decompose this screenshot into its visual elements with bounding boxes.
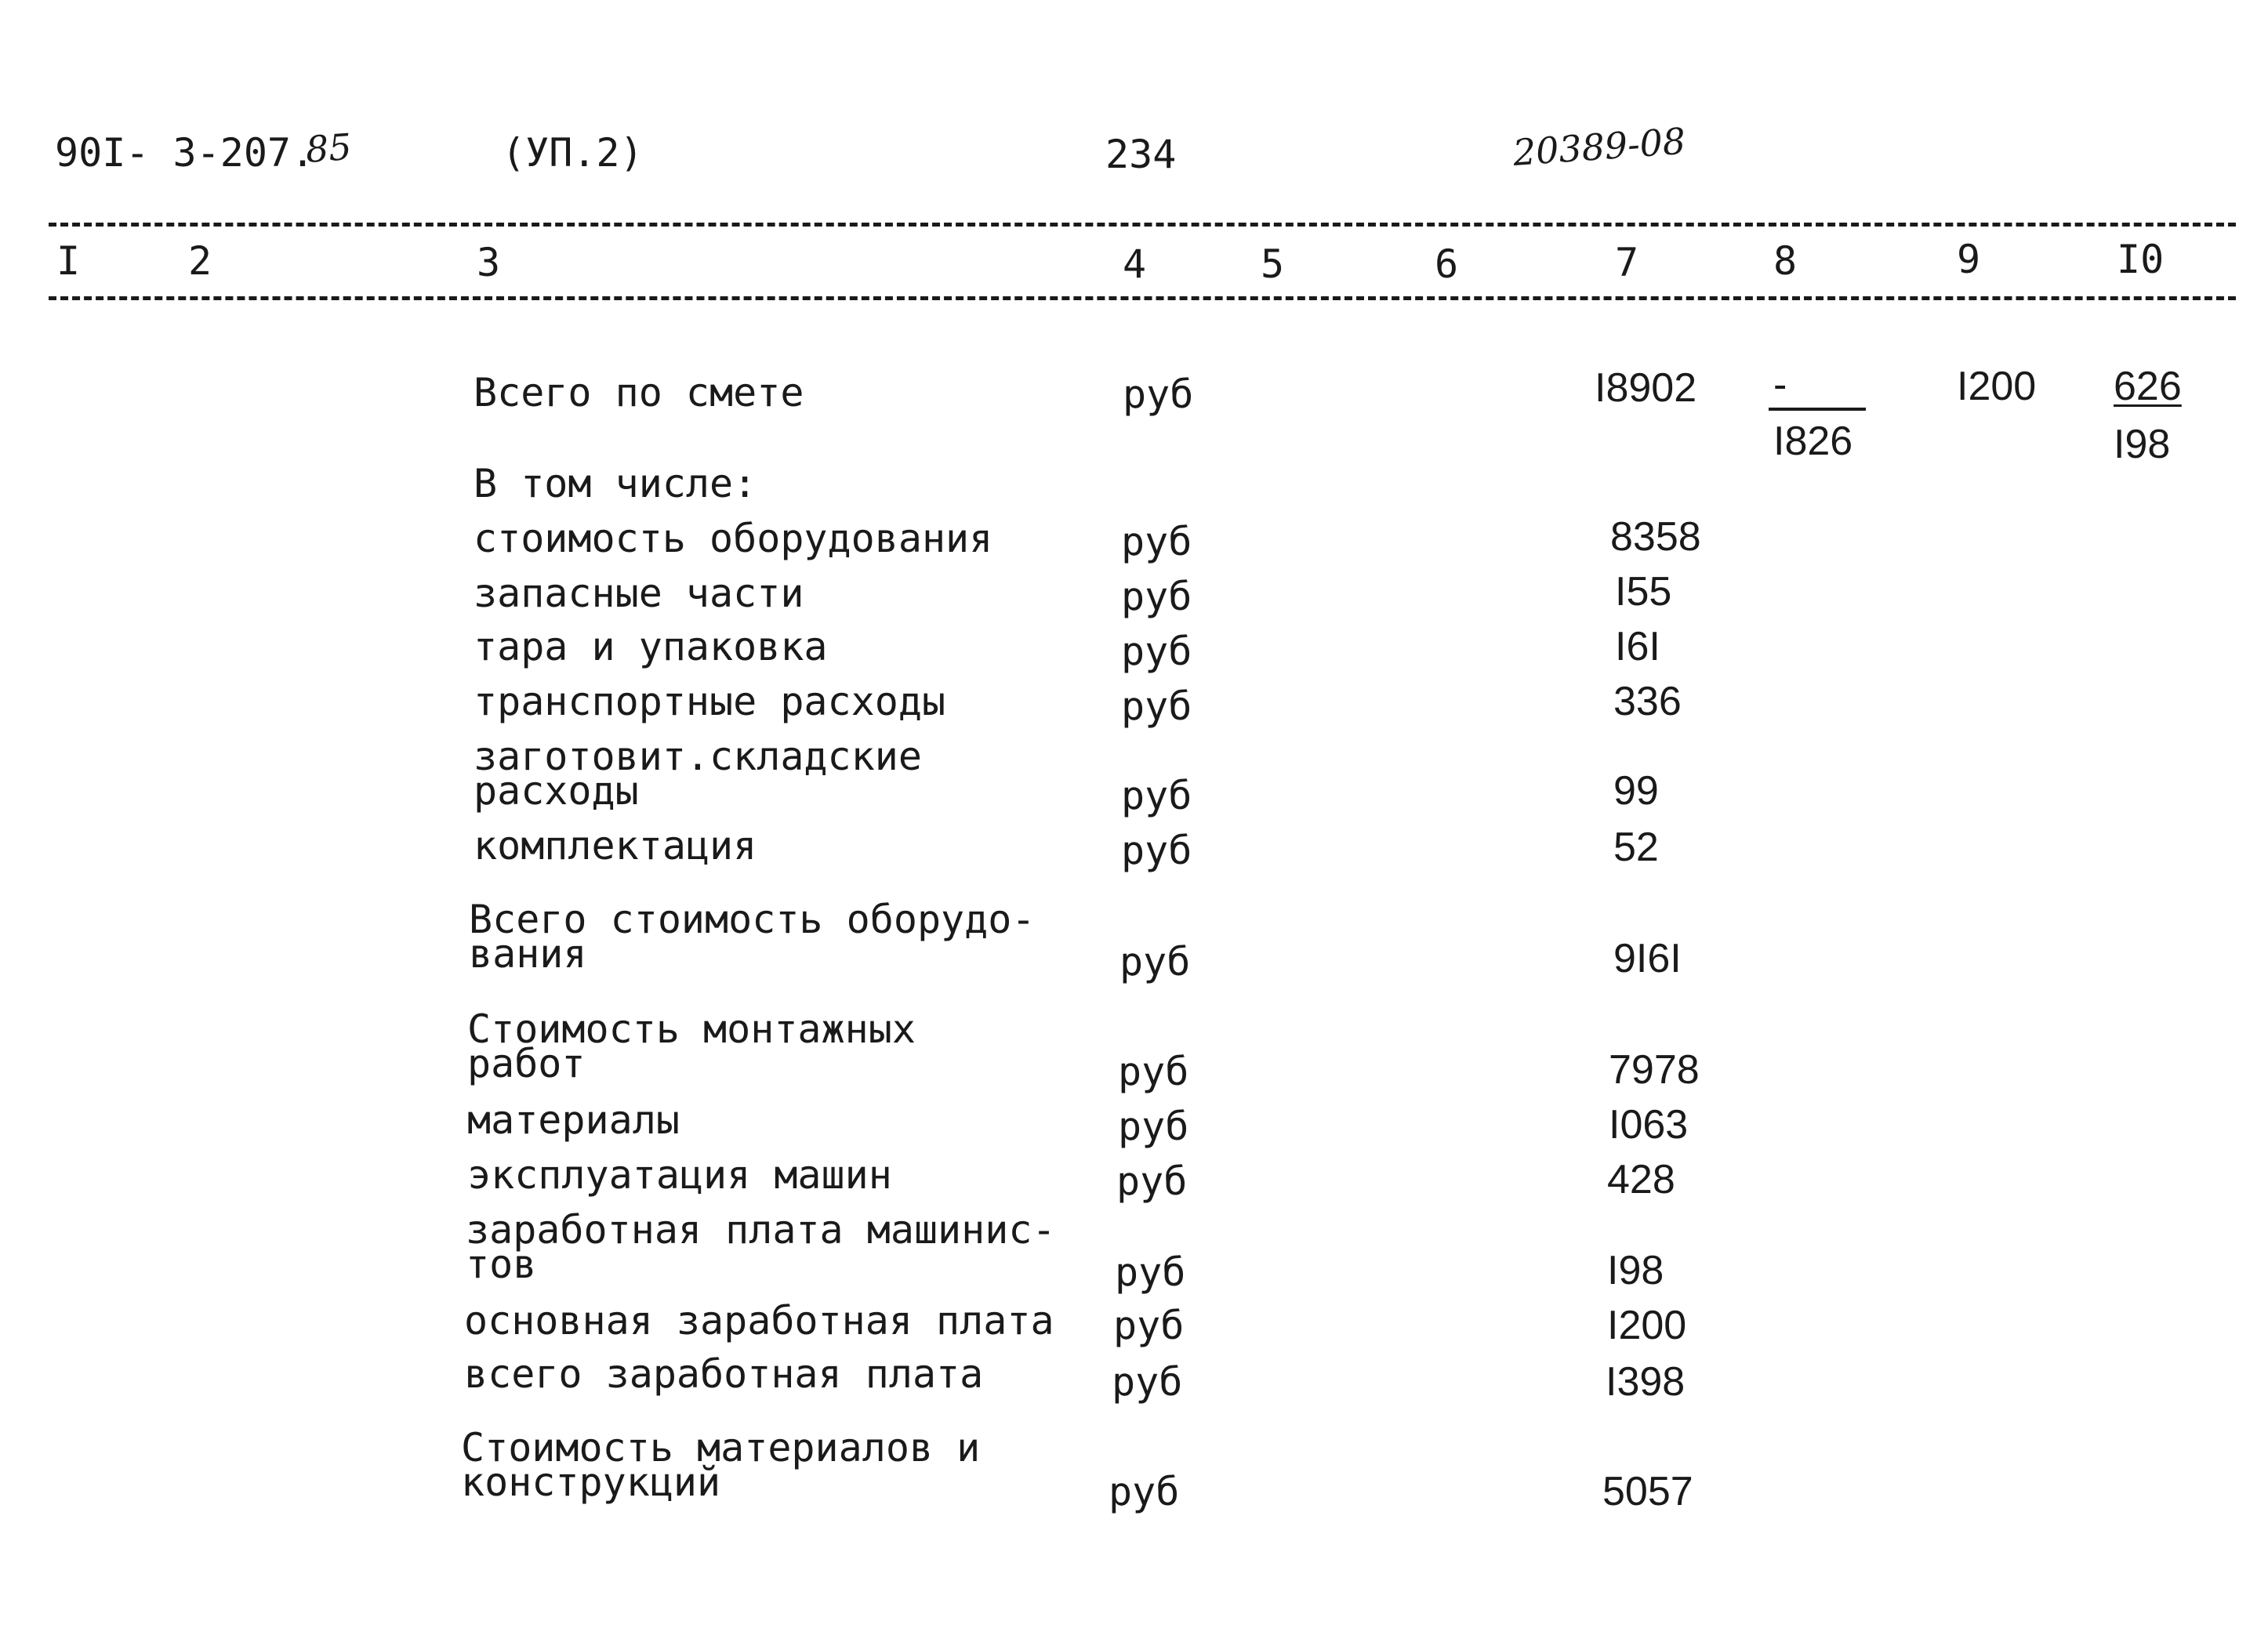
- row-label-line1: заработная плата машинис-: [466, 1207, 1056, 1253]
- row-value: 99: [1613, 768, 1659, 814]
- column-header-3: 3: [477, 240, 501, 285]
- row-value: I063: [1609, 1102, 1689, 1148]
- row-value: I98: [1607, 1248, 1664, 1293]
- column-header-2: 2: [188, 238, 212, 284]
- row-label: стоимость оборудования: [474, 516, 993, 561]
- row-label-line2: работ: [467, 1041, 586, 1086]
- total-col8-bottom: I826: [1773, 419, 1853, 464]
- column-header-1: I: [56, 238, 81, 284]
- row-unit: руб: [1109, 1469, 1180, 1514]
- row-value: 5057: [1602, 1469, 1693, 1514]
- row-unit: руб: [1115, 1249, 1186, 1295]
- column-header-4: 4: [1123, 241, 1147, 287]
- row-unit: руб: [1121, 773, 1192, 818]
- row-label-line1: Стоимость материалов и: [461, 1425, 981, 1470]
- row-value: I55: [1615, 569, 1672, 615]
- column-header-5: 5: [1261, 241, 1285, 287]
- row-label: основная заработная плата: [464, 1298, 1054, 1343]
- column-header-9: 9: [1957, 237, 1981, 282]
- total-col8-fraction-line: [1769, 408, 1866, 411]
- row-value: I200: [1607, 1303, 1687, 1348]
- row-value: 336: [1613, 679, 1682, 724]
- column-header-8: 8: [1773, 238, 1798, 284]
- column-header-10: I0: [2117, 237, 2165, 282]
- row-unit: руб: [1121, 684, 1192, 729]
- row-label-line2: вания: [469, 931, 587, 977]
- header-top-rule: [49, 223, 2236, 227]
- row-unit: руб: [1113, 1303, 1185, 1348]
- row-value: I6I: [1615, 624, 1660, 669]
- row-unit: руб: [1112, 1359, 1183, 1405]
- total-col10-top: 626: [2114, 364, 2182, 409]
- total-col10-bottom: I98: [2114, 422, 2171, 467]
- including-label: В том числе:: [474, 461, 757, 506]
- row-label: запасные части: [474, 571, 804, 616]
- page-number: 234: [1105, 132, 1177, 177]
- document-code: 90I- 3-207.: [55, 130, 315, 176]
- row-label-line1: заготовит.складские: [474, 734, 922, 779]
- row-value: 9I6I: [1613, 936, 1682, 981]
- total-col8-top: -: [1773, 362, 1787, 408]
- row-label: эксплуатация машин: [467, 1152, 892, 1198]
- row-unit: руб: [1118, 1104, 1189, 1149]
- row-label: всего заработная плата: [464, 1351, 984, 1397]
- row-unit: руб: [1118, 1049, 1189, 1094]
- total-label: Всего по смете: [474, 370, 804, 415]
- row-unit: руб: [1121, 574, 1192, 619]
- row-label: комплектация: [474, 823, 757, 868]
- row-label-line1: Всего стоимость оборудо-: [469, 897, 1036, 942]
- row-unit: руб: [1121, 629, 1192, 674]
- album-label: (УП.2): [502, 130, 644, 176]
- row-label-line1: Стоимость монтажных: [467, 1006, 916, 1052]
- total-unit: руб: [1123, 372, 1194, 417]
- column-header-7: 7: [1615, 240, 1639, 285]
- row-value: 7978: [1609, 1047, 1700, 1093]
- row-value: 428: [1607, 1157, 1675, 1202]
- row-label: материалы: [467, 1097, 680, 1143]
- row-label: транспортные расходы: [474, 679, 946, 724]
- header-bottom-rule: [49, 296, 2236, 300]
- document-code-handwritten: 85: [304, 125, 354, 171]
- row-value: 8358: [1610, 514, 1701, 560]
- row-label-line2: конструкций: [461, 1460, 721, 1505]
- row-unit: руб: [1121, 519, 1192, 564]
- total-col9: I200: [1957, 364, 2037, 409]
- total-col7: I8902: [1595, 365, 1697, 411]
- row-unit: руб: [1119, 939, 1191, 984]
- row-unit: руб: [1116, 1159, 1188, 1204]
- row-value: I398: [1606, 1359, 1686, 1405]
- stamp-number: 20389-08: [1511, 119, 1687, 174]
- row-label: тара и упаковка: [474, 624, 828, 669]
- row-value: 52: [1613, 825, 1659, 870]
- column-header-6: 6: [1435, 241, 1459, 287]
- row-unit: руб: [1121, 828, 1192, 873]
- row-label-line2: тов: [466, 1242, 537, 1287]
- row-label-line2: расходы: [474, 768, 639, 814]
